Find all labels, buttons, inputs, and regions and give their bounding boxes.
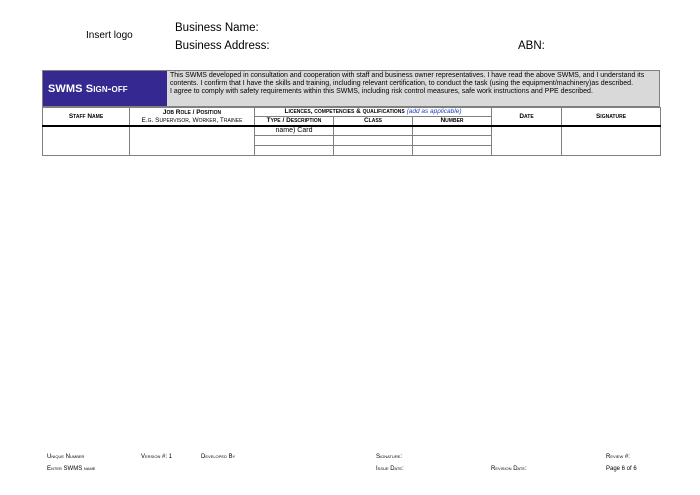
type-description-header: Type / Description bbox=[255, 117, 334, 126]
signature-cell[interactable] bbox=[562, 126, 661, 156]
number-header: Number bbox=[413, 117, 492, 126]
footer-developed-by: Developed By bbox=[201, 454, 236, 460]
licences-header-label: Licences, competencies & qualifications bbox=[284, 108, 405, 115]
job-role-cell[interactable] bbox=[130, 126, 255, 156]
job-role-header: Job Role / Position bbox=[130, 108, 255, 117]
class-header: Class bbox=[334, 117, 413, 126]
number-cell[interactable] bbox=[413, 126, 492, 136]
class-cell[interactable] bbox=[334, 136, 413, 146]
signoff-title: SWMS Sign-off bbox=[43, 71, 167, 106]
footer-issue-date: Issue Date: bbox=[376, 466, 404, 472]
business-name-label: Business Name: bbox=[175, 22, 259, 34]
class-cell[interactable] bbox=[334, 146, 413, 156]
abn-label: ABN: bbox=[518, 40, 545, 52]
signature-header: Signature bbox=[562, 108, 661, 126]
signoff-statement-1: This SWMS developed in consultation and cooperation with staff and business owner representatives. I have read the above SWMS, and I understand its contents. I confirm that I have the skills and training, including relevant certification, to conduct the task (using the equipment/machinery)as described. bbox=[170, 72, 645, 87]
staff-name-header: Staff Name bbox=[43, 108, 130, 126]
date-cell[interactable] bbox=[492, 126, 562, 156]
class-cell[interactable] bbox=[334, 126, 413, 136]
job-role-example: E.g. Supervisor, Worker, Trainee bbox=[130, 117, 255, 126]
footer-signature: Signature: bbox=[376, 454, 403, 460]
footer-page-number: Page 6 of 6 bbox=[606, 466, 637, 472]
footer-unique-number: Unique Number bbox=[47, 454, 85, 460]
type-description-cell[interactable] bbox=[255, 146, 334, 156]
signoff-banner bbox=[42, 70, 660, 107]
add-applicable-note: (add as applicable) bbox=[406, 108, 462, 115]
logo-placeholder: Insert logo bbox=[86, 30, 133, 41]
staff-name-cell[interactable] bbox=[43, 126, 130, 156]
type-description-cell[interactable] bbox=[255, 136, 334, 146]
business-address-label: Business Address: bbox=[175, 40, 270, 52]
signoff-statement-2: I agree to comply with safety requirements within this SWMS, including risk control measures, safe work instructions and PPE described. bbox=[170, 88, 593, 95]
date-header: Date bbox=[492, 108, 562, 126]
footer-revision-date: Revision Date: bbox=[491, 466, 527, 472]
signoff-table bbox=[42, 107, 661, 156]
footer-swms-name: Enter SWMS name bbox=[47, 466, 96, 472]
footer-version: Version #: 1 bbox=[141, 454, 173, 460]
footer-review: Review #: bbox=[606, 454, 630, 460]
number-cell[interactable] bbox=[413, 146, 492, 156]
number-cell[interactable] bbox=[413, 136, 492, 146]
signoff-statement bbox=[170, 72, 658, 96]
type-description-cell[interactable]: name) Card bbox=[255, 126, 334, 136]
licences-header bbox=[255, 108, 492, 117]
